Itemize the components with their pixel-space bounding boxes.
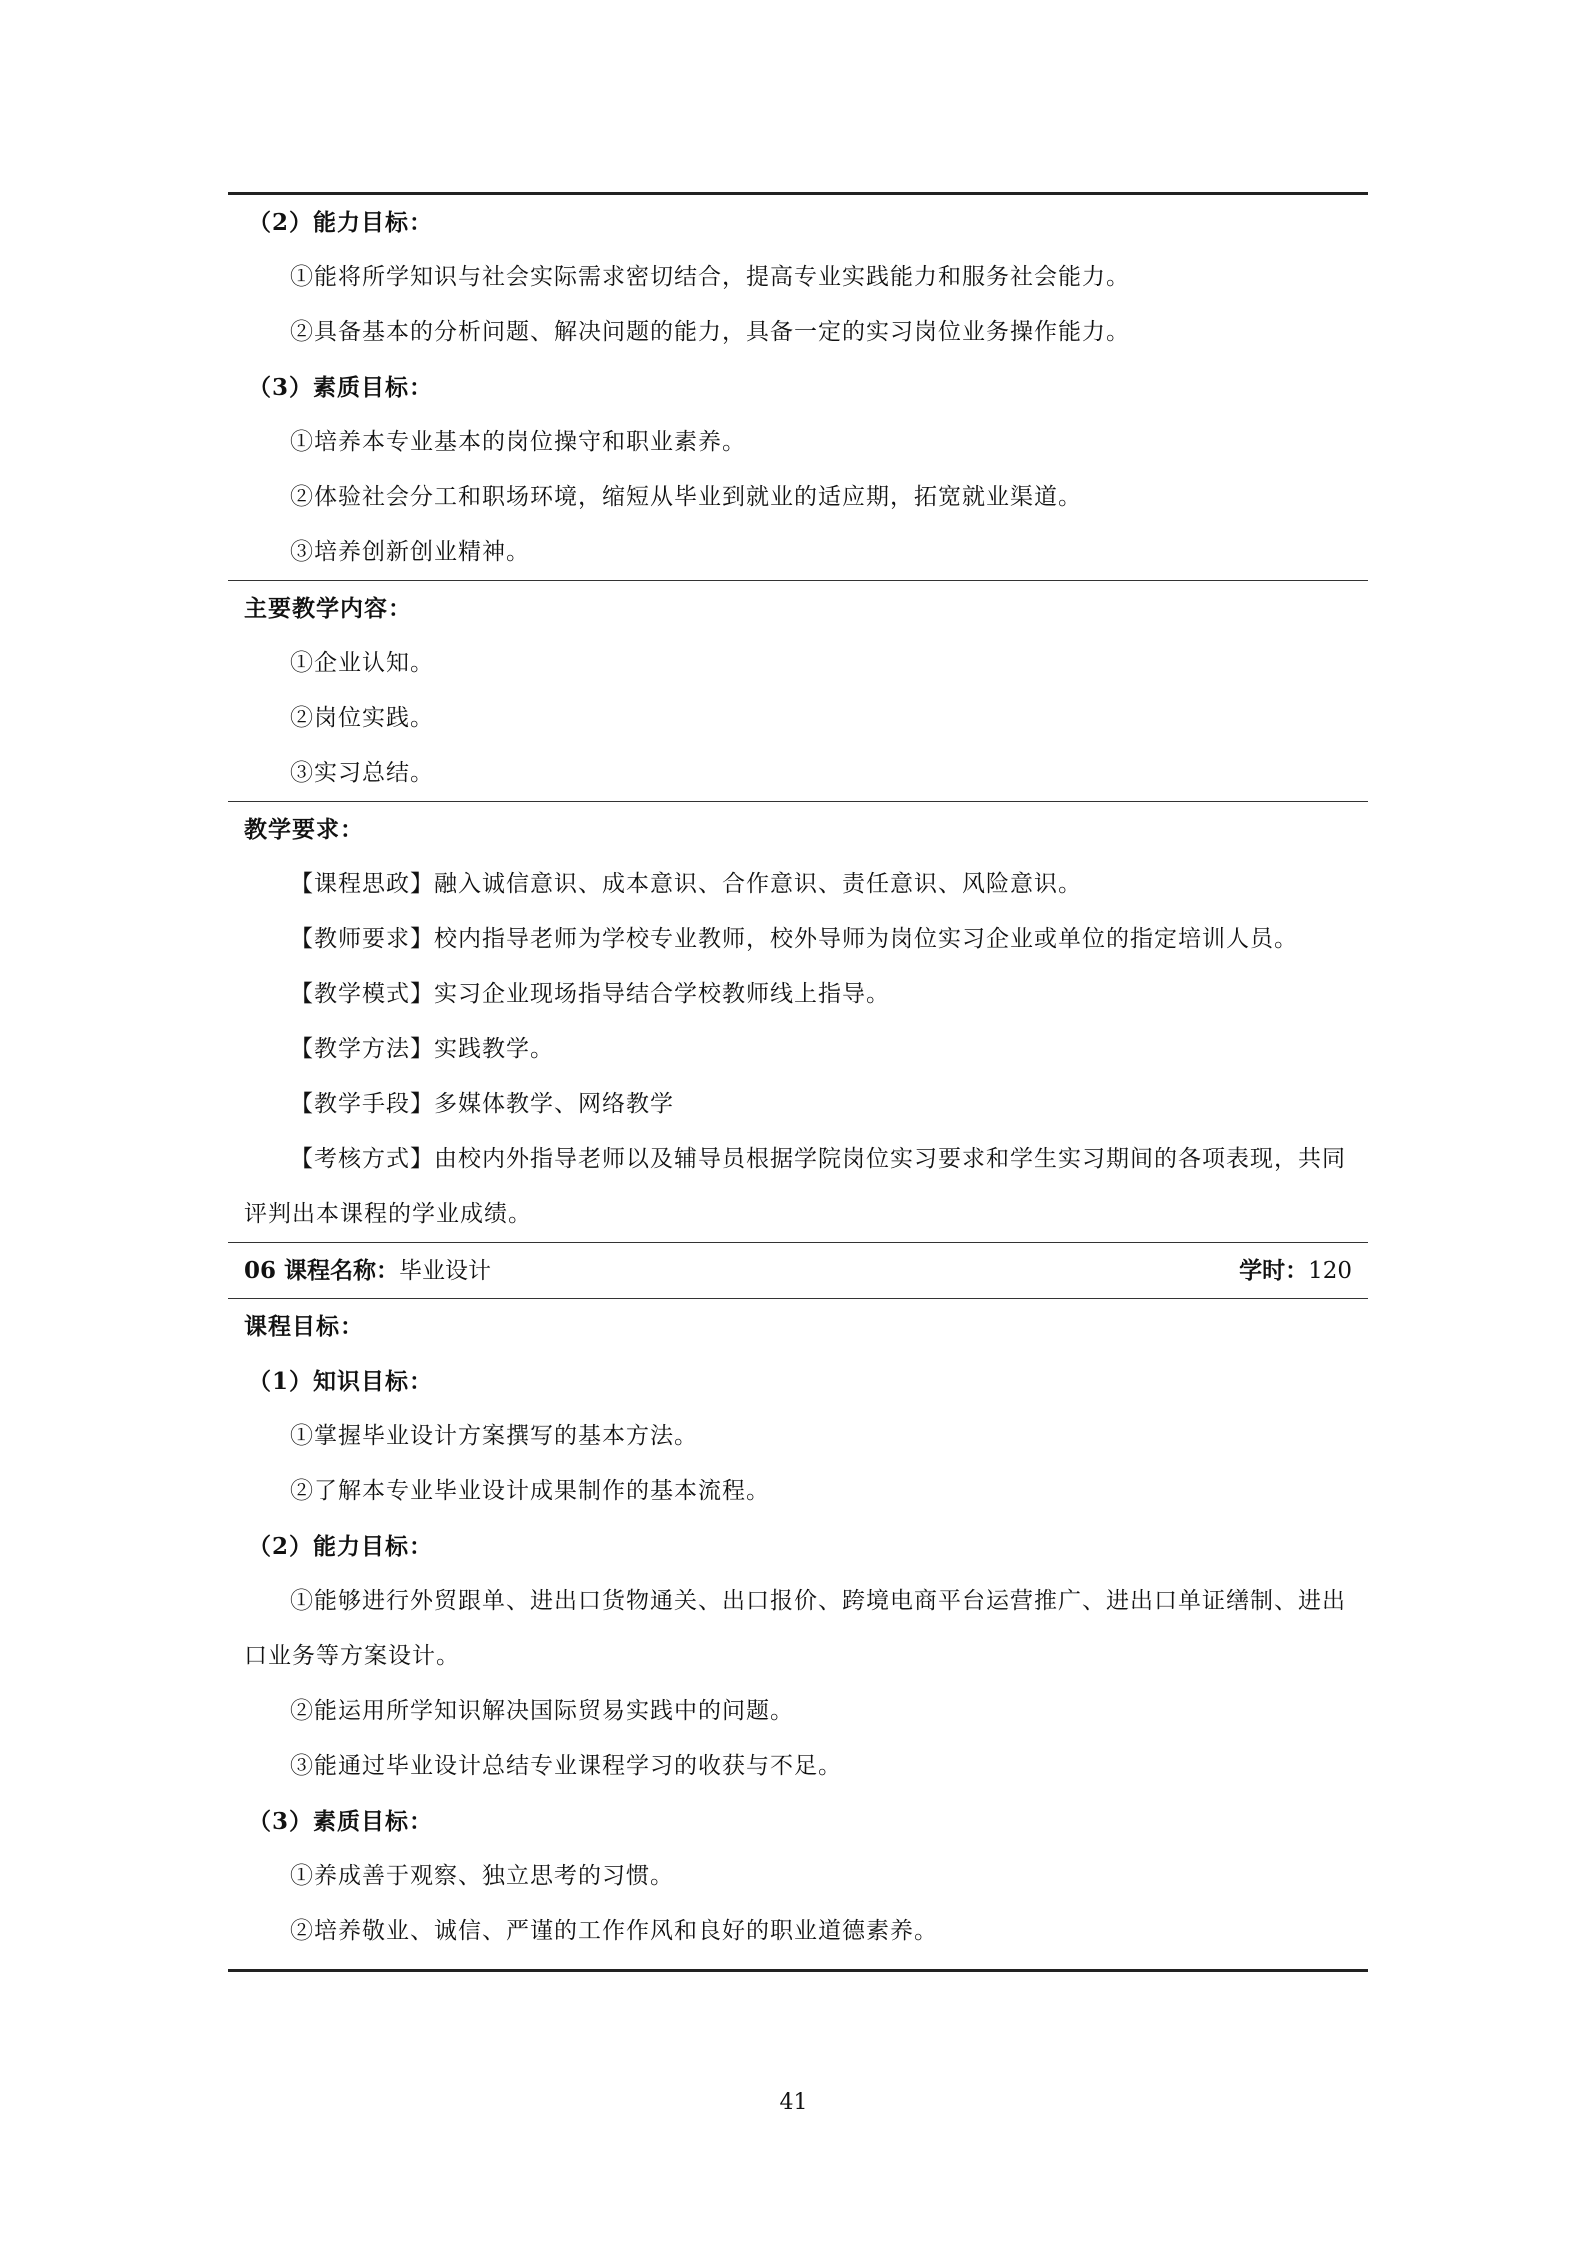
ability-heading: （2）能力目标： [248,209,434,236]
ability-item: ②能运用所学知识解决国际贸易实践中的问题。 [290,1698,794,1724]
requirement-item: 【教学方法】实践教学。 [290,1036,554,1062]
section-teaching-requirements [228,802,1368,1242]
page-number: 41 [779,2090,808,2115]
ability-item: ②具备基本的分析问题、解决问题的能力，具备一定的实习岗位业务操作能力。 [290,319,1130,345]
course-label: 06 课程名称： [244,1257,400,1284]
knowledge-heading: （1）知识目标： [248,1368,434,1395]
bottom-rule [228,1969,1368,1972]
requirement-item: 【教师要求】校内指导老师为学校专业教师，校外导师为岗位实习企业或单位的指定培训人员。 [290,926,1298,952]
ability-item: ③能通过毕业设计总结专业课程学习的收获与不足。 [290,1753,842,1779]
requirement-item: 【课程思政】融入诚信意识、成本意识、合作意识、责任意识、风险意识。 [290,871,1082,897]
quality-item: ②体验社会分工和职场环境，缩短从毕业到就业的适应期，拓宽就业渠道。 [290,484,1082,510]
content-item: ③实习总结。 [290,760,434,786]
course-hours [1239,1243,1352,1298]
course-name: 毕业设计 [399,1258,492,1284]
requirement-item: 【教学手段】多媒体教学、网络教学 [290,1091,674,1117]
section-teaching-content [228,581,1368,801]
knowledge-item: ②了解本专业毕业设计成果制作的基本流程。 [290,1478,770,1504]
ability-heading: （2）能力目标： [248,1533,434,1560]
course-title [244,1243,491,1298]
content-heading: 主要教学内容： [244,595,412,622]
quality-heading: （3）素质目标： [248,374,434,401]
requirement-item: 【教学模式】实习企业现场指导结合学校教师线上指导。 [290,981,890,1007]
quality-heading: （3）素质目标： [248,1808,434,1835]
document-page [228,192,1368,1972]
requirements-heading: 教学要求： [244,816,364,843]
quality-item: ③培养创新创业精神。 [290,539,530,565]
ability-item: ①能将所学知识与社会实际需求密切结合，提高专业实践能力和服务社会能力。 [290,264,1130,290]
content-item: ①企业认知。 [290,650,434,676]
hours-value: 120 [1308,1258,1352,1284]
section-course-goals [228,1299,1368,1959]
goals-heading: 课程目标： [244,1313,364,1340]
section-goals-continued [228,195,1368,580]
quality-item: ①培养本专业基本的岗位操守和职业素养。 [290,429,746,455]
quality-item: ①养成善于观察、独立思考的习惯。 [290,1863,674,1889]
course-header-row [228,1243,1368,1298]
ability-item: ①能够进行外贸跟单、进出口货物通关、出口报价、跨境电商平台运营推广、进出口单证缮制、进出口业务等方案设计。 [244,1588,1346,1669]
requirement-item: 【考核方式】由校内外指导老师以及辅导员根据学院岗位实习要求和学生实习期间的各项表现，共同评判出本课程的学业成绩。 [244,1146,1346,1227]
knowledge-item: ①掌握毕业设计方案撰写的基本方法。 [290,1423,698,1449]
content-item: ②岗位实践。 [290,705,434,731]
quality-item: ②培养敬业、诚信、严谨的工作作风和良好的职业道德素养。 [290,1918,938,1944]
hours-label: 学时： [1239,1257,1309,1284]
